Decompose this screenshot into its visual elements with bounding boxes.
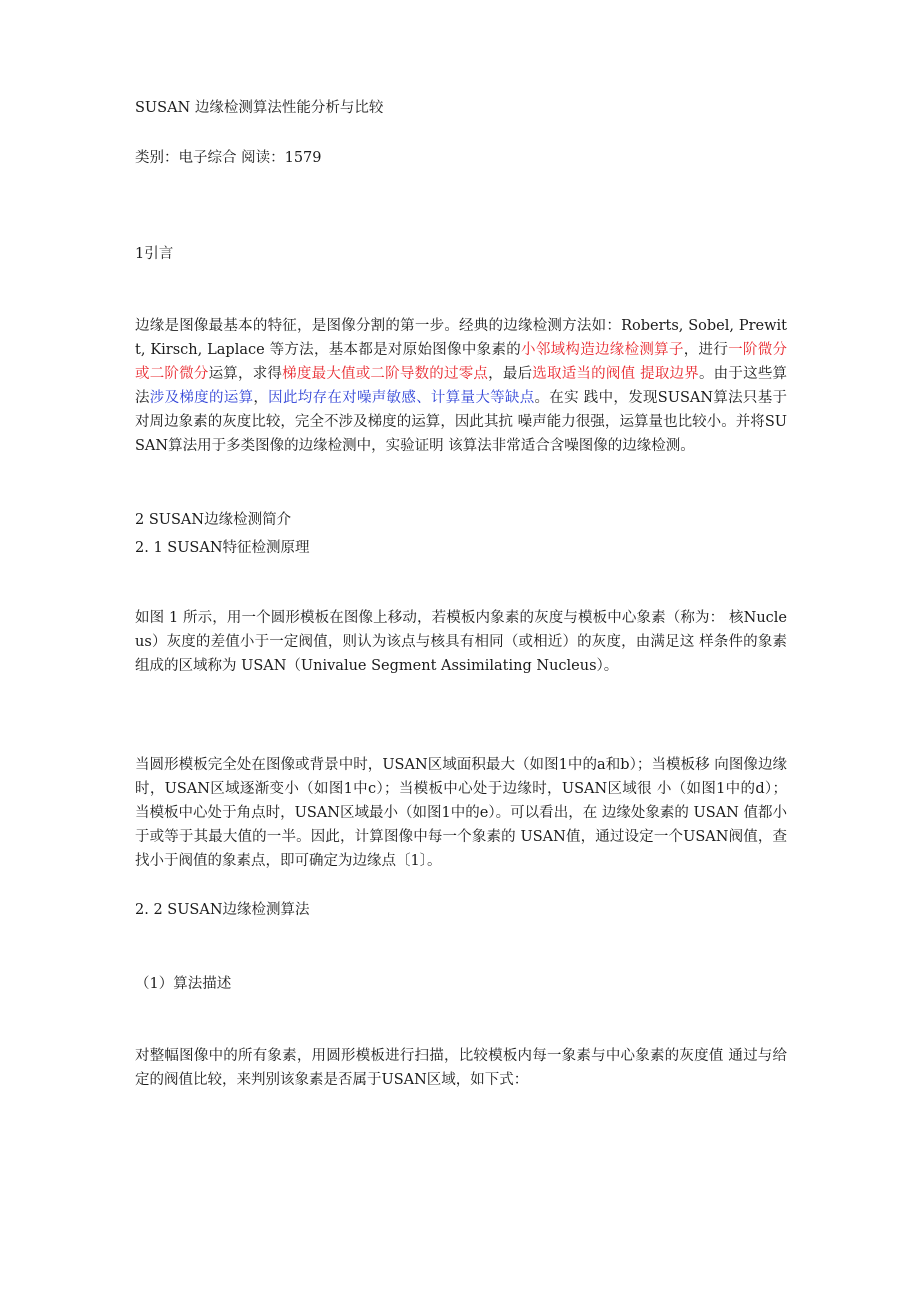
intro-text-7: 。在实 践中，发现SUSAN算法只基于对周边象素的灰度比较，完全不涉及梯度的运算，因此其抗 噪声能力很强，运算量也比较小。并将SUSAN算法用于多类图像的边缘检测中，实验证明 该算法非常适合含噪图像的边缘检测。 (135, 390, 788, 454)
section-2-1-paragraph-2: 当圆形模板完全处在图像或背景中时，USAN区域面积最大（如图1中的a和b）；当模板移 向图像边缘时，USAN区域逐渐变小（如图1中c）；当模板中心处于边缘时，USAN区域很 小（如图1中的d）；当模板中心处于角点时，USAN区域最小（如图1中的e）。可以看出，在 边缘处象素的 USAN 值都小于或等于其最大值的一半。因此，计算图像中每一个象素的 USAN值，通过设定一个USAN阀值，查找小于阀值的象素点，即可确定为边缘点〔1〕。 (135, 757, 787, 869)
intro-text-3: 运算，求得 (208, 366, 283, 382)
intro-text-2: ，进行 (683, 342, 729, 358)
section-2-2-paragraph: 对整幅图像中的所有象素，用圆形模板进行扫描，比较模板内每一象素与中心象素的灰度值 通过与给定的阀值比较，来判别该象素是否属于USAN区域，如下式： (135, 1048, 787, 1088)
intro-text-1: 边缘是图像最基本的特征，是图像分割的第一步。经典的边缘检测方法如：Roberts, Sobel, Prewitt, Kirsch, Laplace 等方法，基本都是对原始图像中象素的 (135, 318, 787, 358)
subsection-heading-algorithm: （1）算法描述 (135, 976, 232, 992)
section-heading-2-2: 2. 2 SUSAN边缘检测算法 (135, 902, 310, 918)
highlight-red-2: 一阶微分或二阶微分 (135, 342, 788, 382)
section-heading-2: 2 SUSAN边缘检测简介 (135, 512, 292, 528)
highlight-blue-2: 因此均存在对噪声敏感、计算量大等缺点 (268, 390, 535, 406)
section-heading-2-1: 2. 1 SUSAN特征检测原理 (135, 540, 310, 556)
intro-paragraph (135, 314, 787, 458)
highlight-blue-1: 涉及梯度的运算 (149, 390, 254, 406)
highlight-red-4: 选取适当的阀值 提取边界 (532, 366, 699, 382)
highlight-red-1: 小邻域构造边缘检测算子 (521, 342, 684, 358)
intro-text-4: ，最后 (488, 366, 533, 382)
section-2-1-paragraph: 如图 1 所示，用一个圆形模板在图像上移动，若模板内象素的灰度与模板中心象素（称为： 核Nucleus）灰度的差值小于一定阀值，则认为该点与核具有相同（或相近）的灰度，由满足这 样条件的象素组成的区域称为 USAN（Univalue Segment Assimilating Nucleus）。 (135, 610, 787, 674)
document-title: SUSAN 边缘检测算法性能分析与比较 (135, 100, 384, 116)
intro-text-6: ， (253, 390, 269, 406)
section-heading-intro: 1引言 (135, 246, 174, 262)
document-meta: 类别：电子综合 阅读：1579 (135, 150, 322, 166)
intro-text-5: 。由于这些算法 (135, 366, 788, 406)
highlight-red-3: 梯度最大值或二阶导数的过零点 (282, 366, 489, 382)
